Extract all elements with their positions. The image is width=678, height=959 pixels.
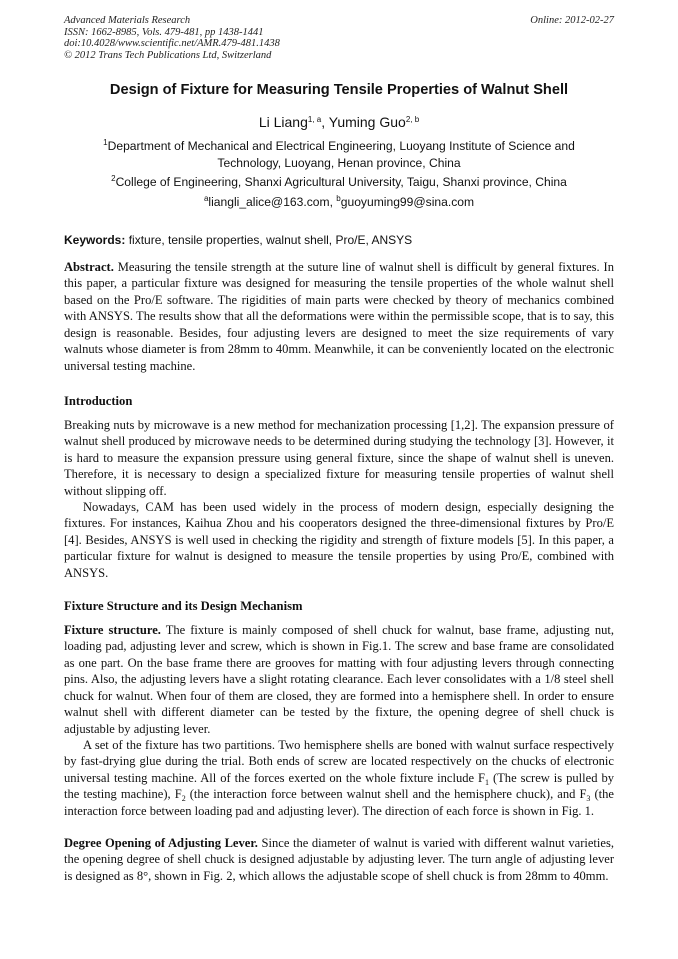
email-marker: b [336, 194, 341, 203]
author-affiliation-marker: 1, a [307, 115, 322, 124]
abstract-paragraph [64, 259, 614, 374]
affiliation-marker: 2 [111, 174, 116, 183]
author-line [40, 114, 638, 130]
affiliation-marker: 1 [103, 138, 108, 147]
abstract-label: Abstract. [64, 260, 114, 274]
subsection-label: Degree Opening of Adjusting Lever. [64, 836, 258, 850]
forces-paragraph [64, 737, 614, 819]
keywords-label: Keywords: [64, 233, 126, 247]
author-name: Yuming Guo [328, 114, 406, 130]
email-link[interactable]: guoyuming99@sina.com [340, 195, 475, 209]
force-subscript: 3 [586, 794, 591, 804]
introduction-paragraph-2: Nowadays, CAM has been used widely in the process of modern design, especially designing the fixtures. For instances, Kaihua Zhou and his cooperators designed the three-dimensional fixtures by Pro/E [4]. Besides, ANSYS is well used in checking the rigidity and strength of fixture models [5]. In this paper, a particular fixture for walnut is designed to measure the tensile properties by using Pro/E, combined with ANSYS. [64, 500, 614, 580]
abstract-text: Measuring the tensile strength at the suture line of walnut shell is difficult by general fixtures. In this paper, a particular fixture was designed for measuring the tensile properties of the whole walnut shell based on the Pro/E software. The rigidities of main parts were checked by theory of mechanics combined with ANSYS. The results show that all the deformations were within the permissible scope, that is to say, this design is reasonable. Besides, four adjusting levers are designed to meet the size requirements of vary walnuts whose diameter is from 28mm to 40mm. Meanwhile, it can be conveniently located on the electronic universal testing machine. [64, 260, 614, 373]
force-subscript: 1 [485, 777, 490, 787]
email-link[interactable]: liangli_alice@163.com, [208, 195, 337, 209]
introduction-paragraph-1: Breaking nuts by microwave is a new method for mechanization processing [1,2]. The expansion pressure of walnut shell produced by microwave needs to be determined during studying the technology [3]. However, it is hard to measure the expansion pressure using general fixture, since the shape of walnut shell is uneven. Therefore, it is necessary to design a specialized fixture for measuring tensile properties of walnut shell without slipping off. [64, 418, 614, 498]
journal-header [64, 15, 614, 61]
author-name: Li Liang [258, 114, 308, 130]
author-affiliation-marker: 2, b [405, 115, 420, 124]
affiliation-1 [80, 138, 598, 171]
paper-title: Design of Fixture for Measuring Tensile Properties of Walnut Shell [109, 82, 569, 98]
paragraph-text: Since the diameter of walnut is varied with different walnut varieties, the opening degree of shell chuck is designed adjustable by adjusting lever. The turn angle of adjusting lever is designed as 8°, shown in Fig. 2, which allows the adjustable scope of shell chuck is from 28mm to 40mm. [64, 836, 614, 883]
fixture-structure-paragraph [64, 622, 614, 737]
keywords-text: fixture, tensile properties, walnut shell, Pro/E, ANSYS [125, 233, 413, 247]
adjusting-lever-paragraph [64, 835, 614, 884]
keywords-line [64, 233, 616, 247]
affiliation-2 [80, 174, 598, 191]
online-date: Online: 2012-02-27 [530, 15, 614, 26]
copyright-line: © 2012 Trans Tech Publications Ltd, Switzerland [64, 49, 272, 61]
paragraph-text: The fixture is mainly composed of shell chuck for walnut, base frame, adjusting nut, loading pad, adjusting lever and screw, which is shown in Fig.1. The screw and base frame are consolidated as one part. On the base frame there are grooves for matting with four adjusting levers through connecting pins. Also, the adjusting levers have a slight rotating clearance. Each lever consolidates with a 1/8 steel shell chuck for walnut. When four of them are closed, they are formed into a hemisphere shell. In order to ensure walnut shell with different diameter can be tested by the fixture, the opening degree of shell chuck is adjustable by adjusting lever. [64, 623, 614, 736]
section-heading-introduction: Introduction [64, 394, 133, 408]
subsection-label: Fixture structure. [64, 623, 161, 637]
affiliation-text: College of Engineering, Shanxi Agricultural University, Taigu, Shanxi province, China [115, 175, 567, 189]
section-heading-fixture-structure: Fixture Structure and its Design Mechanism [64, 599, 303, 613]
paragraph-text: (The screw is pulled by the testing machine), F [64, 770, 614, 802]
author-emails [80, 195, 598, 209]
email-marker: a [203, 194, 209, 203]
paragraph-text: (the interaction force between loading pad and adjusting lever). The direction of each force is shown in Fig. 1. [64, 787, 614, 818]
force-subscript: 2 [181, 794, 186, 804]
affiliation-text: Department of Mechanical and Electrical Engineering, Luoyang Institute of Science and Technology, Luoyang, Henan province, China [107, 139, 575, 170]
paragraph-text: A set of the fixture has two partitions. Two hemisphere shells are boned with walnut surface respectively by fast-drying glue during the trial. Both ends of screw are located respectively on the chucks of electronic universal testing machine. All of the forces exerted on the whole fixture include F [64, 738, 614, 785]
author-separator: , [321, 114, 329, 130]
journal-name: Advanced Materials Research [64, 15, 191, 26]
issn-line: ISSN: 1662-8985, Vols. 479-481, pp 1438-1441 [64, 26, 264, 38]
doi-line[interactable]: doi:10.4028/www.scientific.net/AMR.479-481.1438 [64, 38, 280, 50]
paragraph-text: (the interaction force between walnut shell and the hemisphere chuck), and F [185, 787, 587, 802]
